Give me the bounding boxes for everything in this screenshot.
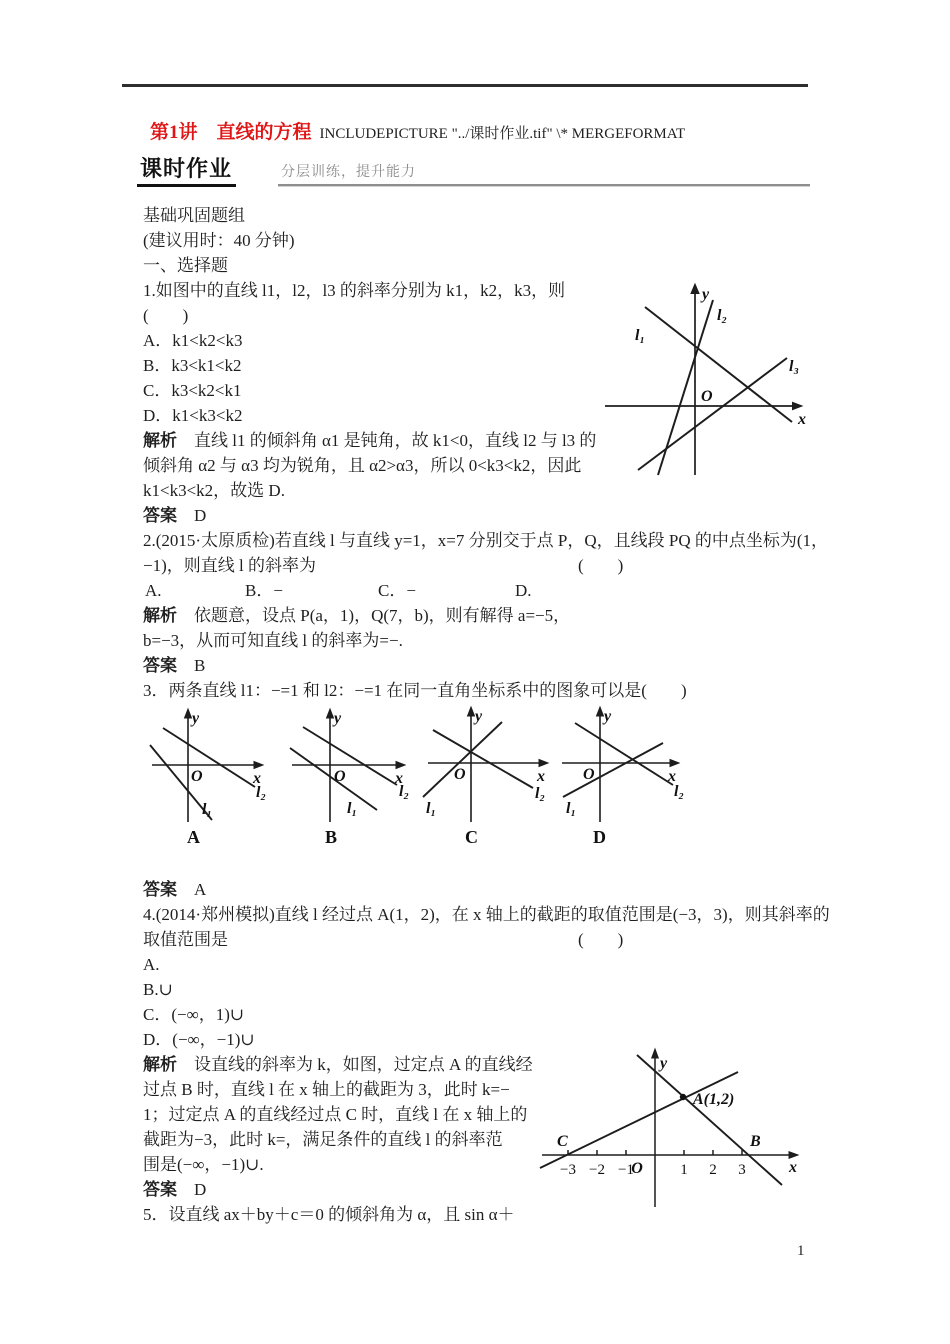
q3-answer: 答案 A — [143, 880, 207, 899]
graph-a-origin-label: O — [191, 768, 203, 785]
q1-option-c: C．k3<k2<k1 — [143, 381, 242, 400]
q4-point-a-label: A(1,2) — [693, 1091, 735, 1108]
q4-analysis-line4: 截距为−3，此时 k=，满足条件的直线 l 的斜率范 — [143, 1130, 503, 1149]
q4-analysis-line1: 解析 设直线的斜率为 k，如图，过定点 A 的直线经 — [143, 1055, 533, 1074]
graph-c-origin-label: O — [454, 766, 466, 783]
q4-figure — [532, 1042, 812, 1217]
graph-d-l2-label: l₂ — [674, 783, 685, 800]
q2-option-a: A. — [145, 581, 162, 600]
q3-graph-b — [290, 709, 409, 847]
graph-c-y-label: y — [475, 708, 483, 725]
q4-tick-1: 1 — [680, 1162, 688, 1178]
graph-c-letter: C — [465, 827, 478, 847]
graph-c-line-l1 — [423, 722, 502, 797]
q2-stem-line1: 2.(2015·太原质检)若直线 l 与直线 y=1，x=7 分别交于点 P，Q，且线段 PQ 的中点坐标为(1， — [143, 531, 829, 550]
q2-analysis-line2: b=−3，从而可知直线 l 的斜率为=−. — [143, 631, 403, 650]
q4-point-b-label: B — [750, 1133, 761, 1150]
q4-tick-neg3: −3 — [560, 1162, 576, 1178]
graph-c-l2-label: l₂ — [535, 785, 546, 802]
q3-option-graphs — [143, 703, 823, 877]
q4-answer: 答案 D — [143, 1180, 207, 1199]
q4-x-label: x — [789, 1159, 797, 1176]
q4-analysis-line5: 围是(−∞，−1)∪. — [143, 1155, 264, 1174]
q4-stem-line2: 取值范围是 ( ) — [143, 927, 823, 952]
q4-stem-line1: 4.(2014·郑州模拟)直线 l 经过点 A(1，2)，在 x 轴上的截距的取值范围是(−3，3)，则其斜率的 — [143, 905, 830, 924]
q4-point-a-dot — [680, 1094, 686, 1100]
homework-underline — [137, 184, 236, 187]
q2-answer-bracket: ( ) — [578, 556, 624, 575]
q4-option-a: A. — [143, 955, 160, 974]
q4-y-label: y — [660, 1055, 668, 1072]
q1-l2-label: l₂ — [717, 307, 728, 324]
q3-graph-c — [423, 707, 548, 847]
section-title: 基础巩固题组 — [143, 206, 245, 225]
q2-option-b: B．− — [245, 581, 283, 600]
q5-stem: 5．设直线 ax＋by＋c＝0 的倾斜角为 α，且 sin α＋ — [143, 1205, 515, 1224]
q1-option-b: B．k3<k1<k2 — [143, 356, 242, 375]
q3-graphs-svg — [143, 703, 823, 877]
graph-a-l2-label: l₂ — [256, 784, 267, 801]
q4-origin-label: O — [631, 1160, 643, 1177]
q4-tick-2: 2 — [709, 1162, 717, 1178]
graph-b-l1-label: l₁ — [347, 800, 358, 817]
q1-line-l1 — [645, 307, 792, 422]
time-suggestion: (建议用时：40 分钟) — [143, 231, 295, 250]
q2-options-row — [143, 578, 823, 603]
q1-option-a: A．k1<k2<k3 — [143, 331, 243, 350]
q4-analysis-line2: 过点 B 时，直线 l 在 x 轴上的截距为 3，此时 k=− — [143, 1080, 510, 1099]
graph-b-origin-label: O — [334, 768, 346, 785]
graph-b-l2-label: l₂ — [399, 783, 410, 800]
graph-a-y-label: y — [192, 710, 200, 727]
graph-c-l1-label: l₁ — [426, 800, 437, 817]
q3-graph-a — [150, 709, 266, 847]
q4-answer-bracket: ( ) — [578, 930, 624, 949]
header-divider — [278, 184, 810, 187]
q1-analysis-line1: 解析 直线 l1 的倾斜角 α1 是钝角，故 k1<0，直线 l2 与 l3 的 — [143, 431, 597, 450]
q4-point-c-label: C — [557, 1133, 568, 1150]
graph-d-origin-label: O — [583, 766, 595, 783]
q1-l3-label: l₃ — [789, 358, 800, 375]
q1-answer: 答案 D — [143, 506, 207, 525]
graph-a-letter: A — [187, 827, 200, 847]
q2-stem-line2: −1)，则直线 l 的斜率为 ( ) — [143, 553, 823, 578]
q2-option-d: D. — [515, 581, 532, 600]
homework-banner-title: 课时作业 — [140, 156, 233, 181]
graph-b-x-label: x — [395, 770, 403, 787]
q1-stem: 1.如图中的直线 l1，l2，l3 的斜率分别为 k1，k2，k3，则 — [143, 281, 566, 300]
q1-origin-label: O — [701, 388, 713, 405]
homework-tagline: 分层训练，提升能力 — [281, 163, 416, 179]
q1-analysis-line3: k1<k3<k2，故选 D. — [143, 481, 285, 500]
graph-a-l1-label: l₁ — [202, 801, 213, 818]
q4-option-c: C．(−∞，1)∪ — [143, 1005, 245, 1024]
graph-b-y-label: y — [334, 710, 342, 727]
graph-d-y-label: y — [604, 708, 612, 725]
q4-analysis-line3: 1；过定点 A 的直线经过点 C 时，直线 l 在 x 轴上的 — [143, 1105, 528, 1124]
field-code-text: INCLUDEPICTURE "../课时作业.tif" \* MERGEFORMAT — [319, 126, 686, 142]
q1-x-label: x — [798, 411, 806, 428]
q2-analysis-line1: 解析 依题意，设点 P(a，1)，Q(7，b)，则有解得 a=−5， — [143, 606, 571, 625]
graph-b-letter: B — [325, 827, 338, 847]
q1-option-d: D．k1<k3<k2 — [143, 406, 243, 425]
q3-graph-d — [562, 707, 684, 847]
q4-tick-neg1: −1 — [618, 1162, 634, 1178]
q1-l1-label: l₁ — [635, 327, 646, 344]
lesson-title: 第1讲 直线的方程 — [150, 122, 312, 143]
graph-c-line-l2 — [433, 730, 533, 788]
q1-figure — [600, 282, 815, 497]
top-divider — [122, 84, 808, 87]
q4-tick-3: 3 — [738, 1162, 746, 1178]
title-line — [150, 119, 685, 147]
q1-y-label: y — [702, 286, 710, 303]
q4-option-b: B.∪ — [143, 980, 173, 999]
graph-d-x-label: x — [668, 768, 676, 785]
graph-d-letter: D — [593, 827, 606, 847]
graph-d-l1-label: l₁ — [566, 800, 577, 817]
q1-line-l3 — [638, 358, 787, 470]
q1-answer-bracket: ( ) — [143, 306, 189, 325]
q3-stem: 3．两条直线 l1：−=1 和 l2：−=1 在同一直角坐标系中的图象可以是( ) — [143, 681, 687, 700]
page-number: 1 — [797, 1243, 805, 1259]
graph-a-x-label: x — [253, 770, 261, 787]
part-title: 一、选择题 — [143, 256, 228, 275]
q4-tick-neg2: −2 — [589, 1162, 605, 1178]
q4-option-d: D．(−∞，−1)∪ — [143, 1030, 255, 1049]
graph-c-x-label: x — [537, 768, 545, 785]
q2-answer: 答案 B — [143, 656, 206, 675]
q1-analysis-line2: 倾斜角 α2 与 α3 均为锐角，且 α2>α3，所以 0<k3<k2，因此 — [143, 456, 582, 475]
q2-option-c: C．− — [378, 581, 416, 600]
graph-b-line-l2 — [303, 727, 397, 785]
